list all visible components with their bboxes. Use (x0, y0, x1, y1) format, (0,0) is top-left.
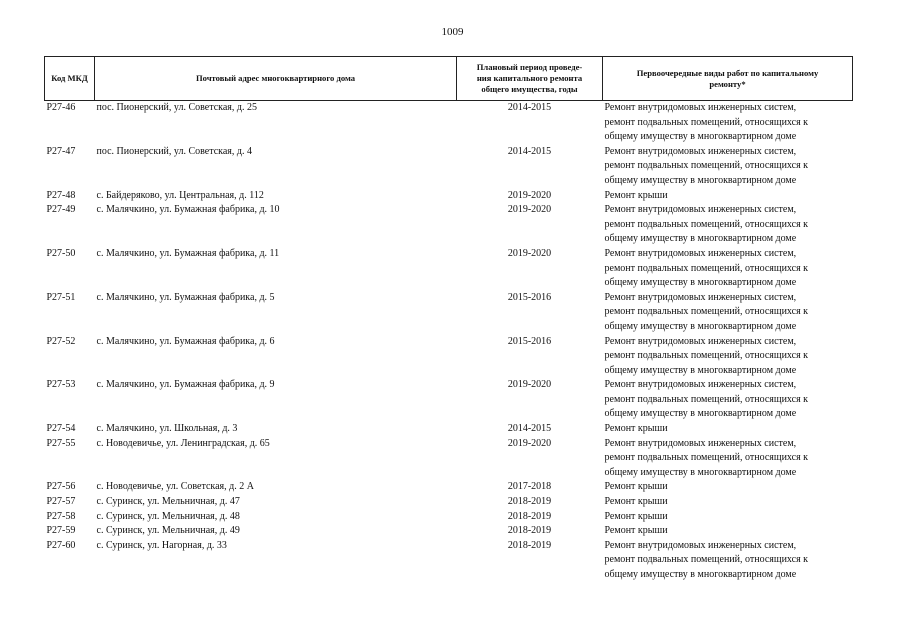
cell-period: 2014-2015 (507, 102, 552, 113)
cell-works: Ремонт внутридомовых инженерных систем, ремонт подвальных помещений, относящихся к общему имуществу в многоквартирном доме (604, 291, 809, 332)
cell-address: с. Суринск, ул. Нагорная, д. 33 (96, 539, 227, 551)
cell-period: 2019-2020 (507, 204, 552, 216)
cell-period: 2014-2015 (507, 145, 552, 157)
table-header (45, 57, 853, 101)
header-period: Плановый период проведе- ния капитального ремонта общего имущества, годы (457, 57, 603, 101)
table-row (45, 101, 853, 145)
header-code: Код МКД (45, 57, 95, 101)
cell-address: пос. Пионерский, ул. Советская, д. 25 (96, 102, 257, 113)
header-works: Первоочередные виды работ по капитальному ремонту* (603, 57, 853, 101)
cell-address: с. Байдеряково, ул. Центральная, д. 112 (96, 189, 264, 201)
cell-works: Ремонт внутридомовых инженерных систем, ремонт подвальных помещений, относящихся к общему имуществу в многоквартирном доме (604, 145, 809, 186)
cell-address: с. Малячкино, ул. Бумажная фабрика, д. 11 (96, 247, 280, 259)
table-row (45, 422, 853, 437)
cell-address: с. Новодевичье, ул. Ленинградская, д. 65 (96, 437, 270, 449)
header-address: Почтовый адрес многоквартирного дома (95, 57, 457, 101)
cell-address: с. Суринск, ул. Мельничная, д. 49 (96, 525, 240, 537)
cell-code: Р27-52 (46, 335, 76, 347)
cell-code: Р27-57 (46, 496, 76, 508)
cell-works: Ремонт крыши (604, 496, 668, 508)
cell-works: Ремонт внутридомовых инженерных систем, ремонт подвальных помещений, относящихся к общему имуществу в многоквартирном доме (604, 539, 809, 580)
page-number: 1009 (441, 26, 464, 38)
cell-period: 2019-2020 (507, 247, 552, 259)
header-row (45, 57, 853, 101)
cell-works: Ремонт внутридомовых инженерных систем, ремонт подвальных помещений, относящихся к общему имуществу в многоквартирном доме (604, 335, 809, 376)
table-row (45, 510, 853, 525)
cell-code: Р27-58 (46, 510, 76, 522)
cell-period: 2019-2020 (507, 189, 552, 201)
cell-address: с. Малячкино, ул. Бумажная фабрика, д. 9 (96, 379, 275, 391)
cell-works: Ремонт внутридомовых инженерных систем, ремонт подвальных помещений, относящихся к общему имуществу в многоквартирном доме (604, 379, 809, 420)
table-row (45, 335, 853, 379)
cell-period: 2018-2019 (507, 525, 552, 537)
cell-period: 2018-2019 (507, 496, 552, 508)
cell-code: Р27-54 (46, 423, 76, 435)
cell-address: пос. Пионерский, ул. Советская, д. 4 (96, 145, 252, 157)
cell-code: Р27-50 (46, 247, 76, 259)
cell-code: Р27-49 (46, 204, 76, 216)
cell-period: 2018-2019 (507, 539, 552, 551)
cell-address: с. Малячкино, ул. Школьная, д. 3 (96, 423, 238, 435)
cell-period: 2018-2019 (507, 510, 552, 522)
cell-code: Р27-48 (46, 189, 76, 201)
cell-code: Р27-56 (46, 481, 76, 493)
cell-period: 2014-2015 (507, 423, 552, 435)
cell-address: с. Малячкино, ул. Бумажная фабрика, д. 10 (96, 204, 280, 216)
cell-address: с. Суринск, ул. Мельничная, д. 47 (96, 496, 240, 508)
cell-period: 2019-2020 (507, 437, 552, 449)
table-row (45, 189, 853, 204)
cell-works: Ремонт крыши (604, 189, 668, 201)
cell-works: Ремонт крыши (604, 423, 668, 435)
table-row (45, 539, 853, 583)
cell-code: Р27-53 (46, 379, 76, 391)
cell-address: с. Малячкино, ул. Бумажная фабрика, д. 5 (96, 291, 275, 303)
cell-works: Ремонт внутридомовых инженерных систем, ремонт подвальных помещений, относящихся к общему имуществу в многоквартирном доме (604, 247, 809, 289)
cell-code: Р27-46 (46, 102, 76, 113)
capital-repair-table (44, 56, 853, 583)
cell-address: с. Новодевичье, ул. Советская, д. 2 А (96, 481, 254, 493)
cell-code: Р27-59 (46, 525, 76, 537)
table-row (45, 524, 853, 539)
cell-address: с. Малячкино, ул. Бумажная фабрика, д. 6 (96, 335, 275, 347)
cell-period: 2015-2016 (507, 335, 552, 347)
cell-works: Ремонт внутридомовых инженерных систем, ремонт подвальных помещений, относящихся к общему имуществу в многоквартирном доме (604, 102, 809, 143)
cell-code: Р27-60 (46, 539, 76, 551)
cell-works: Ремонт внутридомовых инженерных систем, ремонт подвальных помещений, относящихся к общему имуществу в многоквартирном доме (604, 204, 809, 245)
cell-code: Р27-51 (46, 291, 76, 303)
table-row (45, 145, 853, 189)
table-row (45, 437, 853, 481)
table-row (45, 247, 853, 291)
cell-period: 2019-2020 (507, 379, 552, 391)
cell-code: Р27-55 (46, 437, 76, 449)
table-row (45, 378, 853, 422)
cell-code: Р27-47 (46, 145, 76, 157)
table-row (45, 480, 853, 495)
cell-period: 2015-2016 (507, 291, 552, 303)
cell-works: Ремонт крыши (604, 481, 668, 493)
cell-period: 2017-2018 (507, 481, 552, 493)
cell-works: Ремонт крыши (604, 525, 668, 537)
table-body (45, 101, 853, 583)
table-row (45, 203, 853, 247)
cell-address: с. Суринск, ул. Мельничная, д. 48 (96, 510, 240, 522)
cell-works: Ремонт крыши (604, 510, 668, 522)
cell-works: Ремонт внутридомовых инженерных систем, ремонт подвальных помещений, относящихся к общему имуществу в многоквартирном доме (604, 437, 809, 478)
table-row (45, 291, 853, 335)
table-row (45, 495, 853, 510)
